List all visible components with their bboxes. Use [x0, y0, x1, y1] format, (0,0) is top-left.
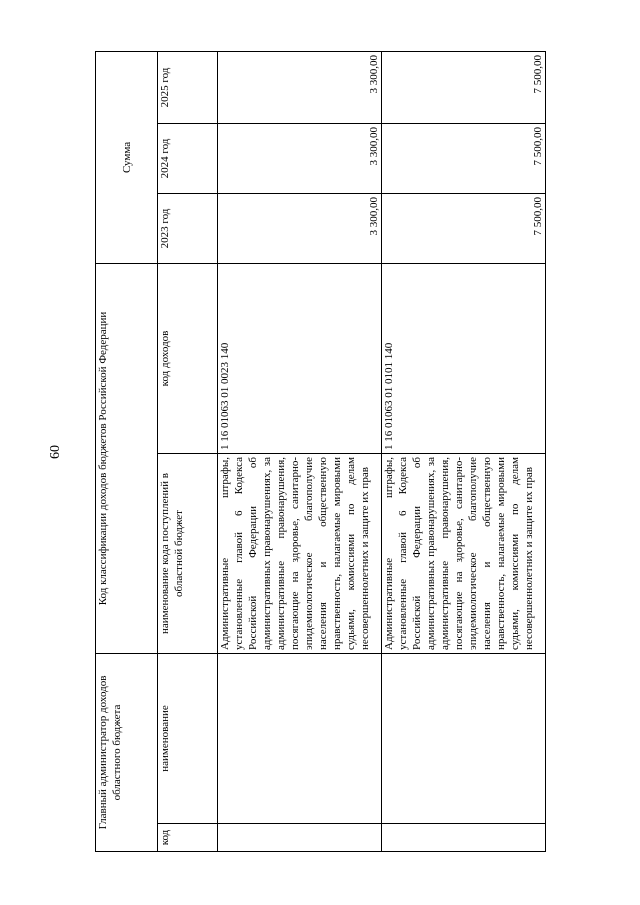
year-2023-header: 2023 год: [158, 193, 218, 263]
admin-name-cell: [382, 653, 546, 823]
table-row: [218, 51, 382, 851]
rotated-page: [95, 52, 545, 852]
amount-2025-cell: 3 300,00: [218, 51, 382, 123]
amount-2023-cell: 3 300,00: [218, 193, 382, 263]
income-code-cell: 1 16 01063 01 0023 140: [218, 263, 382, 453]
admin-code-cell: [218, 824, 382, 852]
classification-group-header: Код классификации доходов бюджетов Российской Федерации: [96, 263, 158, 653]
amount-2025-cell: 7 500,00: [382, 51, 546, 123]
income-code-cell: 1 16 01063 01 0101 140: [382, 263, 546, 453]
year-2025-header: 2025 год: [158, 51, 218, 123]
income-name-cell: Административные штрафы, установленные главой 6 Кодекса Российской Федерации об административных правонарушениях, за административные правонарушения, посягающие на здоровье, санитарно-эпидемиологическое благополучие населения и общественную нравственность, налагаемые мировыми судьями, комиссиями по делам несовершеннолетних и защите их прав: [382, 453, 546, 653]
amount-2024-cell: 7 500,00: [382, 123, 546, 193]
admin-code-cell: [382, 824, 546, 852]
admin-group-header: Главный администратор доходов областного бюджета: [96, 653, 158, 851]
admin-code-header: код: [158, 824, 218, 852]
page-number: 60: [48, 445, 63, 459]
admin-name-header: наименование: [158, 653, 218, 823]
income-name-header: наименование кода поступлений в областной бюджет: [158, 453, 218, 653]
admin-name-cell: [218, 653, 382, 823]
table-row: [382, 51, 546, 851]
year-2024-header: 2024 год: [158, 123, 218, 193]
income-table: [95, 51, 546, 852]
income-name-cell: Административные штрафы, установленные главой 6 Кодекса Российской Федерации об административных правонарушениях, за административные правонарушения, посягающие на здоровье, санитарно-эпидемиологическое благополучие населения и общественную нравственность, налагаемые мировыми судьями, комиссиями по делам несовершеннолетних и защите их прав: [218, 453, 382, 653]
income-code-header: код доходов: [158, 263, 218, 453]
sum-group-header: Сумма: [96, 51, 158, 263]
amount-2023-cell: 7 500,00: [382, 193, 546, 263]
amount-2024-cell: 3 300,00: [218, 123, 382, 193]
